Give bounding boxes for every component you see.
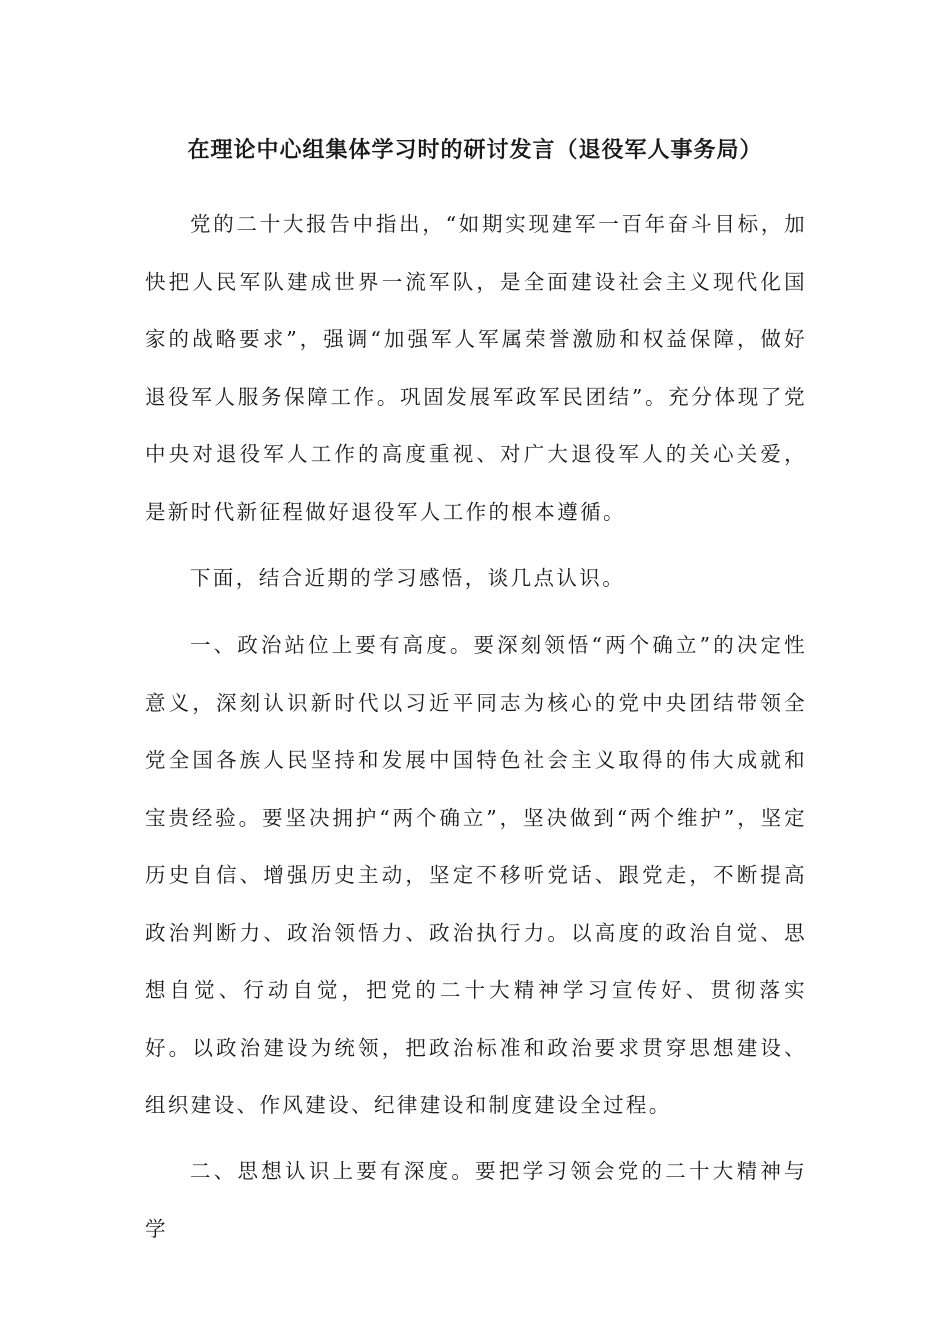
- paragraph-intro: 党的二十大报告中指出，“如期实现建军一百年奋斗目标，加快把人民军队建成世界一流军队，是全面建设社会主义现代化国家的战略要求”，强调“加强军人军属荣誉激励和权益保障，做好退役军人服务保障工作。巩固发展军政军民团结”。充分体现了党中央对退役军人工作的高度重视、对广大退役军人的关心关爱，是新时代新征程做好退役军人工作的根本遵循。: [145, 212, 807, 524]
- paragraph-point-one: 一、政治站位上要有高度。要深刻领悟“两个确立”的决定性意义，深刻认识新时代以习近平同志为核心的党中央团结带领全党全国各族人民坚持和发展中国特色社会主义取得的伟大成就和宝贵经验。要坚决拥护“两个确立”，坚决做到“两个维护”，坚定历史自信、增强历史主动，坚定不移听党话、跟党走，不断提高政治判断力、政治领悟力、政治执行力。以高度的政治自觉、思想自觉、行动自觉，把党的二十大精神学习宣传好、贯彻落实好。以政治建设为统领，把政治标准和政治要求贯穿思想建设、组织建设、作风建设、纪律建设和制度建设全过程。: [145, 633, 807, 1117]
- paragraph-point-two: 二、思想认识上要有深度。要把学习领会党的二十大精神与学: [145, 1159, 807, 1241]
- paragraph-transition: 下面，结合近期的学习感悟，谈几点认识。: [190, 566, 626, 590]
- document-title: 在理论中心组集体学习时的研讨发言（退役军人事务局）: [187, 138, 763, 163]
